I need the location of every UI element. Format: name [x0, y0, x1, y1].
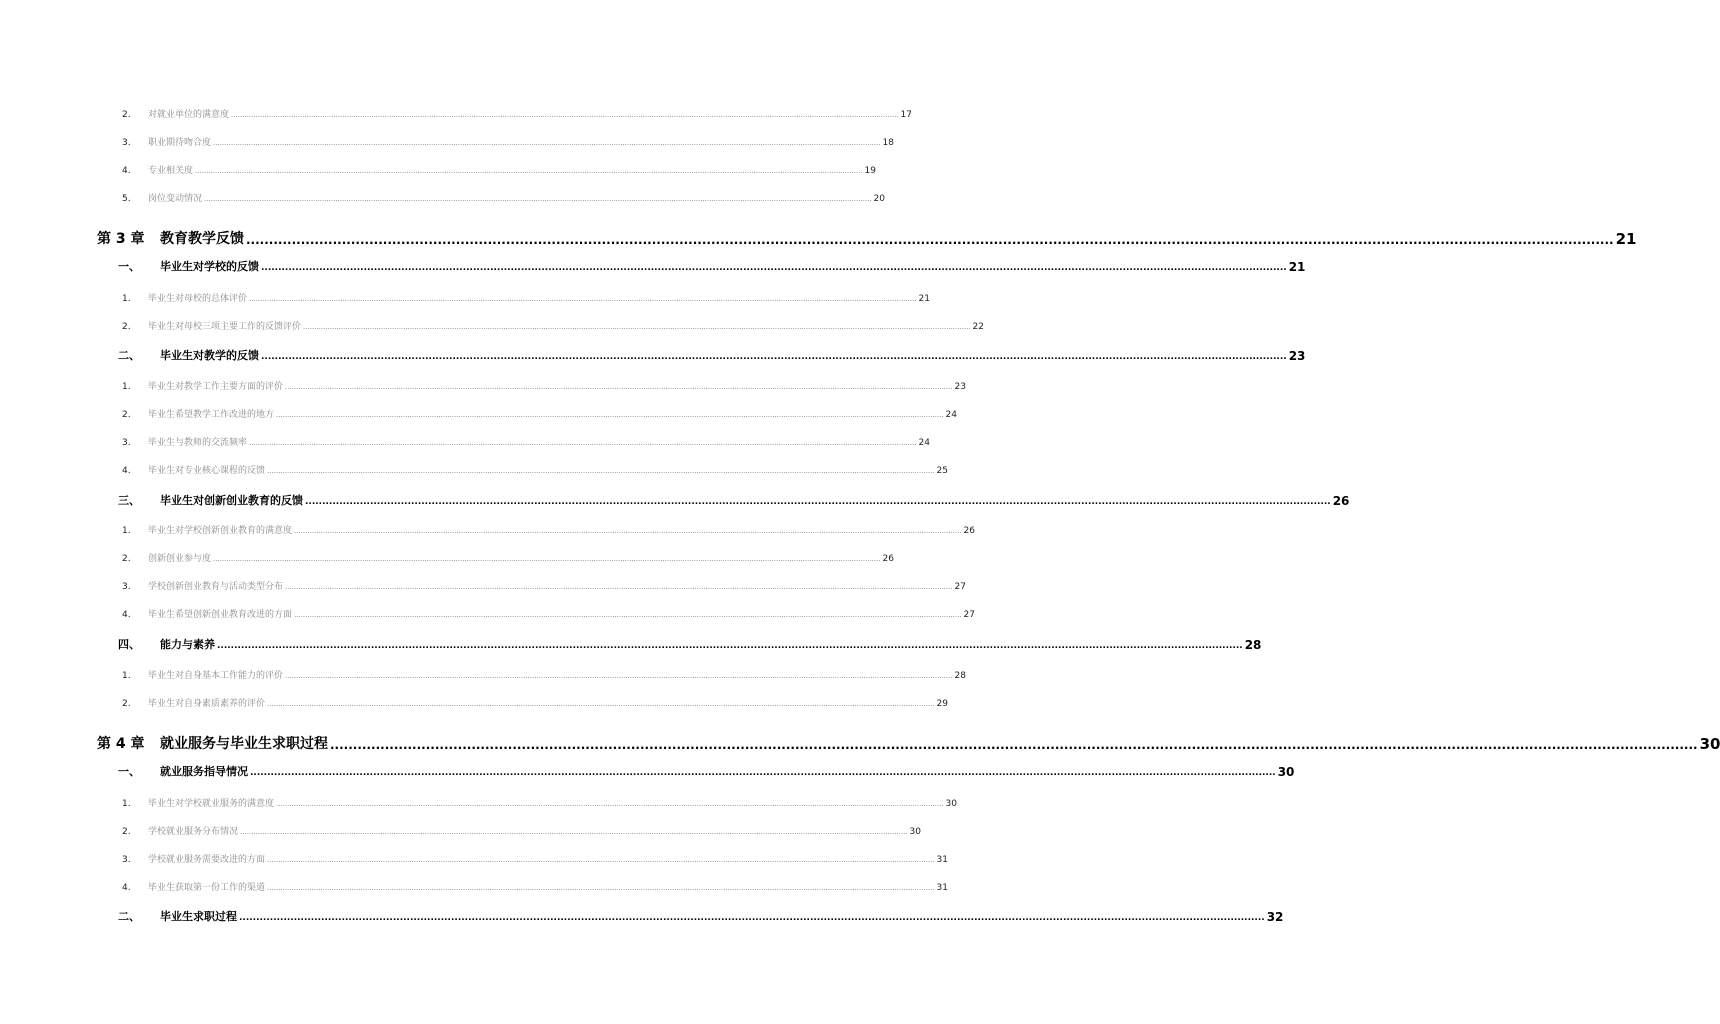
toc-entry-l3[interactable]: [122, 106, 912, 120]
toc-entry-l3[interactable]: [122, 406, 957, 420]
dot-leader: ............................................................................................................................................................................................................................................................................................................: [294, 527, 962, 535]
entry-number: 3.: [122, 138, 131, 148]
toc-entry-l3[interactable]: [122, 879, 948, 893]
toc-entry-l3[interactable]: [122, 851, 948, 865]
toc-entry-l3[interactable]: [122, 190, 885, 204]
entry-title: 毕业生对学校就业服务的满意度: [148, 799, 275, 809]
dot-leader: ............................................................................................................................................................................................................................................................................................................: [231, 111, 899, 119]
section-number: 三、: [118, 494, 140, 507]
section-page: 28: [1244, 638, 1262, 652]
entry-number: 4.: [122, 166, 131, 176]
dot-leader: ............................................................................................................................................................................................................................................................................................................: [261, 352, 1287, 362]
entry-page: 29: [936, 699, 948, 709]
entry-page: 25: [936, 466, 948, 476]
entry-page: 17: [900, 110, 912, 120]
dot-leader: ............................................................................................................................................................................................................................................................................................................: [249, 295, 917, 303]
entry-title: 毕业生获取第一份工作的渠道: [148, 883, 266, 893]
entry-title: 对就业单位的满意度: [148, 110, 230, 120]
entry-title: 岗位变动情况: [148, 194, 203, 204]
dot-leader: ............................................................................................................................................................................................................................................................................................................: [261, 263, 1287, 273]
entry-title: 毕业生对专业核心课程的反馈: [148, 466, 266, 476]
toc-entry-l3[interactable]: [122, 162, 876, 176]
toc-entry-l3[interactable]: [122, 823, 921, 837]
entry-title: 创新创业参与度: [148, 554, 212, 564]
dot-leader: ............................................................................................................................................................................................................................................................................................................: [213, 555, 881, 563]
entry-number: 2.: [122, 827, 131, 837]
entry-number: 5.: [122, 194, 131, 204]
toc-entry-section[interactable]: [118, 761, 1295, 779]
entry-number: 3.: [122, 855, 131, 865]
entry-page: 30: [945, 799, 957, 809]
entry-title: 学校就业服务需要改进的方面: [148, 855, 266, 865]
entry-number: 1.: [122, 526, 131, 536]
toc-entry-section[interactable]: [118, 490, 1350, 508]
entry-page: 22: [972, 322, 984, 332]
dot-leader: ............................................................................................................................................................................................................................................................................................................: [285, 383, 953, 391]
dot-leader: ............................................................................................................................................................................................................................................................................................................: [330, 738, 1698, 752]
dot-leader: ............................................................................................................................................................................................................................................................................................................: [267, 884, 935, 892]
entry-title: 职业期待吻合度: [148, 138, 212, 148]
toc-entry-section[interactable]: [118, 906, 1284, 924]
section-number: 四、: [118, 638, 140, 651]
entry-page: 21: [918, 294, 930, 304]
dot-leader: ............................................................................................................................................................................................................................................................................................................: [213, 139, 881, 147]
toc-entry-l3[interactable]: [122, 462, 948, 476]
entry-title: 毕业生对自身基本工作能力的评价: [148, 671, 284, 681]
section-page: 30: [1277, 765, 1295, 779]
entry-page: 31: [936, 883, 948, 893]
entry-number: 1.: [122, 382, 131, 392]
chapter-title: 就业服务与毕业生求职过程: [160, 736, 328, 752]
entry-number: 3.: [122, 582, 131, 592]
dot-leader: ............................................................................................................................................................................................................................................................................................................: [276, 411, 944, 419]
entry-page: 24: [918, 438, 930, 448]
entry-title: 毕业生对教学工作主要方面的评价: [148, 382, 284, 392]
entry-title: 毕业生对自身素质素养的评价: [148, 699, 266, 709]
entry-page: 30: [909, 827, 921, 837]
toc-entry-l3[interactable]: [122, 695, 948, 709]
toc-entry-l3[interactable]: [122, 134, 894, 148]
dot-leader: ............................................................................................................................................................................................................................................................................................................: [249, 439, 917, 447]
section-title: 毕业生对学校的反馈: [160, 260, 259, 273]
toc-entry-chapter[interactable]: [97, 226, 1637, 248]
entry-number: 1.: [122, 294, 131, 304]
entry-number: 2.: [122, 110, 131, 120]
entry-number: 1.: [122, 671, 131, 681]
entry-number: 4.: [122, 466, 131, 476]
dot-leader: ............................................................................................................................................................................................................................................................................................................: [294, 611, 962, 619]
dot-leader: ............................................................................................................................................................................................................................................................................................................: [285, 672, 953, 680]
entry-title: 毕业生对学校创新创业教育的满意度: [148, 526, 293, 536]
entry-page: 18: [882, 138, 894, 148]
chapter-page: 30: [1699, 735, 1720, 753]
section-number: 二、: [118, 349, 140, 362]
entry-page: 26: [963, 526, 975, 536]
entry-title: 毕业生希望创新创业教育改进的方面: [148, 610, 293, 620]
entry-page: 27: [963, 610, 975, 620]
dot-leader: ............................................................................................................................................................................................................................................................................................................: [204, 195, 872, 203]
dot-leader: ............................................................................................................................................................................................................................................................................................................: [195, 167, 863, 175]
entry-page: 31: [936, 855, 948, 865]
dot-leader: ............................................................................................................................................................................................................................................................................................................: [276, 800, 944, 808]
entry-title: 毕业生希望教学工作改进的地方: [148, 410, 275, 420]
section-page: 26: [1332, 494, 1350, 508]
entry-number: 2.: [122, 322, 131, 332]
section-page: 23: [1288, 349, 1306, 363]
toc-entry-section[interactable]: [118, 634, 1262, 652]
entry-number: 2.: [122, 410, 131, 420]
dot-leader: ............................................................................................................................................................................................................................................................................................................: [305, 497, 1331, 507]
entry-number: 4.: [122, 610, 131, 620]
toc-entry-l3[interactable]: [122, 290, 930, 304]
entry-title: 专业相关度: [148, 166, 194, 176]
toc-entry-l3[interactable]: [122, 318, 984, 332]
entry-page: 28: [954, 671, 966, 681]
entry-number: 4.: [122, 883, 131, 893]
section-page: 32: [1266, 910, 1284, 924]
entry-title: 学校创新创业教育与活动类型分布: [148, 582, 284, 592]
dot-leader: ............................................................................................................................................................................................................................................................................................................: [250, 768, 1276, 778]
toc-entry-l3[interactable]: [122, 522, 975, 536]
entry-title: 毕业生对母校的总体评价: [148, 294, 248, 304]
entry-title: 学校就业服务分布情况: [148, 827, 239, 837]
entry-page: 24: [945, 410, 957, 420]
dot-leader: ............................................................................................................................................................................................................................................................................................................: [217, 641, 1243, 651]
dot-leader: ............................................................................................................................................................................................................................................................................................................: [303, 323, 971, 331]
dot-leader: ............................................................................................................................................................................................................................................................................................................: [239, 913, 1265, 923]
toc-entry-section[interactable]: [118, 345, 1306, 363]
entry-page: 19: [864, 166, 876, 176]
toc-entry-l3[interactable]: [122, 795, 957, 809]
section-title: 能力与素养: [160, 638, 215, 651]
toc-entry-section[interactable]: [118, 256, 1306, 274]
toc-entry-l3[interactable]: [122, 550, 894, 564]
section-title: 就业服务指导情况: [160, 765, 248, 778]
entry-title: 毕业生对母校三项主要工作的反馈评价: [148, 322, 302, 332]
toc-entry-l3[interactable]: [122, 378, 966, 392]
section-title: 毕业生求职过程: [160, 910, 237, 923]
entry-page: 27: [954, 582, 966, 592]
entry-title: 毕业生与教师的交流频率: [148, 438, 248, 448]
entry-page: 23: [954, 382, 966, 392]
dot-leader: ............................................................................................................................................................................................................................................................................................................: [267, 856, 935, 864]
section-number: 二、: [118, 910, 140, 923]
entry-page: 26: [882, 554, 894, 564]
dot-leader: ............................................................................................................................................................................................................................................................................................................: [267, 700, 935, 708]
toc-entry-l3[interactable]: [122, 578, 966, 592]
chapter-number: 第 4 章: [97, 736, 145, 752]
toc-entry-l3[interactable]: [122, 606, 975, 620]
toc-entry-l3[interactable]: [122, 667, 966, 681]
dot-leader: ............................................................................................................................................................................................................................................................................................................: [246, 233, 1614, 247]
chapter-page: 21: [1615, 230, 1637, 248]
entry-number: 1.: [122, 799, 131, 809]
section-page: 21: [1288, 260, 1306, 274]
section-title: 毕业生对教学的反馈: [160, 349, 259, 362]
toc-entry-chapter[interactable]: [97, 731, 1720, 753]
entry-number: 2.: [122, 554, 131, 564]
entry-number: 2.: [122, 699, 131, 709]
section-number: 一、: [118, 765, 140, 778]
chapter-number: 第 3 章: [97, 231, 145, 247]
dot-leader: ............................................................................................................................................................................................................................................................................................................: [240, 828, 908, 836]
chapter-title: 教育教学反馈: [160, 231, 244, 247]
section-title: 毕业生对创新创业教育的反馈: [160, 494, 303, 507]
dot-leader: ............................................................................................................................................................................................................................................................................................................: [267, 467, 935, 475]
entry-page: 20: [873, 194, 885, 204]
section-number: 一、: [118, 260, 140, 273]
dot-leader: ............................................................................................................................................................................................................................................................................................................: [285, 583, 953, 591]
toc-entry-l3[interactable]: [122, 434, 930, 448]
entry-number: 3.: [122, 438, 131, 448]
